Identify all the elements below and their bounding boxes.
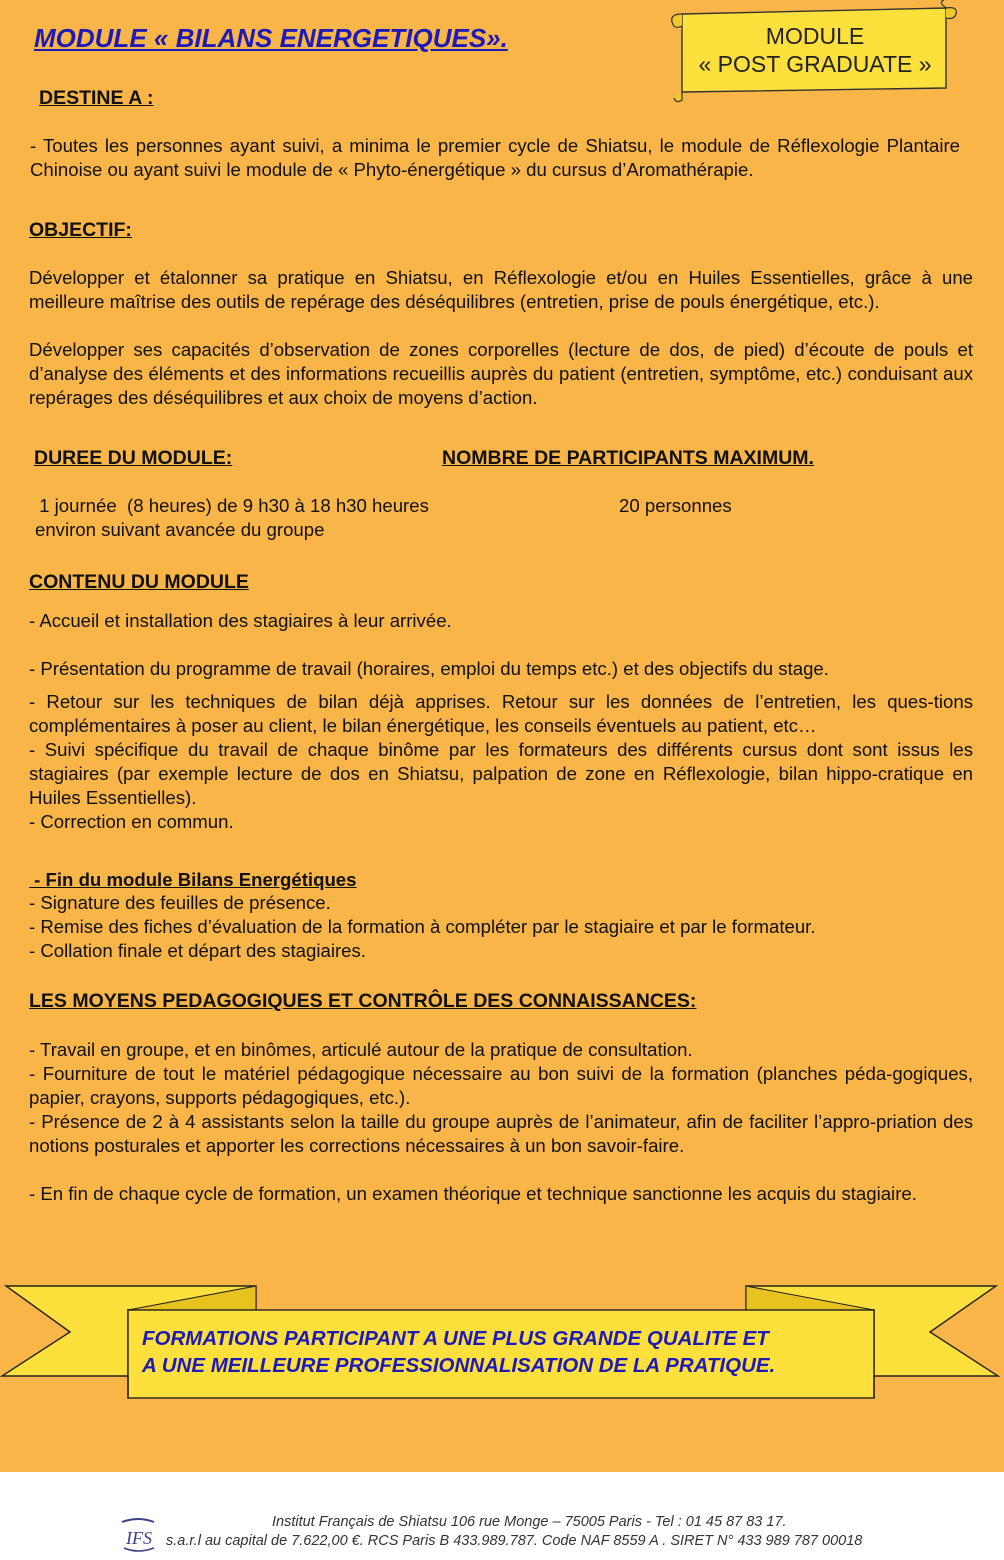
objectif-paragraph-2: Développer ses capacités d’observation de zones corporelles (lecture de dos, de pied) d’écoute de pouls et d’analyse des éléments et des informations recueillis auprès du patient (entretien, symptôme, etc.) conduisant aux repérages des déséquilibres et aux choix de moyens d’action. — [29, 339, 973, 408]
moyens-heading: LES MOYENS PEDAGOGIQUES ET CONTRÔLE DES CONNAISSANCES: — [29, 990, 697, 1012]
fin-item-1: - Signature des feuilles de présence. — [29, 892, 331, 913]
objectif-paragraph-1: Développer et étalonner sa pratique en Shiatsu, en Réflexologie et/ou en Huiles Essentielles, grâce à une meilleure maîtrise des outils de repérage des déséquilibres (entretien, prise de pouls énergétique, etc.). — [29, 267, 973, 312]
contenu-item-2: - Présentation du programme de travail (horaires, emploi du temps etc.) et des objectifs du stage. — [29, 658, 829, 679]
moyens-item-1: - Travail en groupe, et en binômes, articulé autour de la pratique de consultation. — [29, 1039, 693, 1060]
contenu-item-3: - Retour sur les techniques de bilan déjà apprises. Retour sur les données de l’entretien, les ques-tions complémentaires à poser au client, le bilan énergétique, les conseils éventuels au patient, etc… — [29, 691, 973, 736]
participants-value: 20 personnes — [619, 495, 732, 516]
footer-line-1: Institut Français de Shiatsu 106 rue Monge – 75005 Paris - Tel : 01 45 87 83 17. — [272, 1514, 787, 1530]
fin-heading: - Fin du module Bilans Energétiques — [29, 869, 357, 890]
objectif-heading: OBJECTIF: — [29, 219, 132, 241]
banner-line-2: A UNE MEILLEURE PROFESSIONNALISATION DE LA PRATIQUE. — [142, 1354, 776, 1377]
logo-text: IFS — [126, 1528, 152, 1548]
banner-text — [142, 1325, 882, 1379]
fin-item-2: - Remise des fiches d’évaluation de la formation à compléter par le stagiaire et par le formateur. — [29, 916, 816, 937]
moyens-item-3: - Présence de 2 à 4 assistants selon la taille du groupe auprès de l’animateur, afin de faciliter l’appro-priation des notions posturales et apporter les corrections nécessaires à un bon savoir-faire. — [29, 1111, 973, 1156]
destine-text: - Toutes les personnes ayant suivi, a minima le premier cycle de Shiatsu, le module de Réflexologie Plantaire Chinoise ou ayant suivi le module de « Phyto-énergétique » du cursus d’Aromathérapie. — [30, 135, 960, 180]
page-title: MODULE « BILANS ENERGETIQUES». — [34, 23, 508, 53]
contenu-item-4: - Suivi spécifique du travail de chaque binôme par les formateurs des différents cursus dont sont issus les stagiaires (par exemple lecture de dos en Shiatsu, palpation de zone en Réflexologie, bilan hippo-cratique en Huiles Essentielles). — [29, 739, 973, 808]
banner-line-1: FORMATIONS PARTICIPANT A UNE PLUS GRANDE QUALITE ET — [142, 1327, 769, 1350]
scroll-badge-text — [684, 22, 946, 78]
destine-heading: DESTINE A : — [39, 87, 154, 109]
duree-line-2: environ suivant avancée du groupe — [35, 519, 325, 540]
moyens-item-2: - Fourniture de tout le matériel pédagogique nécessaire au bon suivi de la formation (planches péda-gogiques, papier, crayons, supports pédagogiques, etc.). — [29, 1063, 973, 1108]
scroll-line-2: « POST GRADUATE » — [698, 51, 932, 77]
contenu-item-5: - Correction en commun. — [29, 811, 234, 832]
participants-heading: NOMBRE DE PARTICIPANTS MAXIMUM. — [442, 447, 814, 469]
contenu-item-1: - Accueil et installation des stagiaires à leur arrivée. — [29, 610, 452, 631]
footer-line-2: s.a.r.l au capital de 7.622,00 €. RCS Paris B 433.989.787. Code NAF 8559 A . SIRET N° 433 989 787 00018 — [166, 1533, 863, 1549]
duree-heading: DUREE DU MODULE: — [34, 447, 233, 469]
contenu-heading: CONTENU DU MODULE — [29, 571, 249, 593]
fin-item-3: - Collation finale et départ des stagiaires. — [29, 940, 366, 961]
scroll-line-1: MODULE — [765, 23, 865, 49]
ifs-logo-icon — [118, 1516, 160, 1554]
duree-line-1: 1 journée (8 heures) de 9 h30 à 18 h30 heures — [34, 495, 429, 516]
moyens-item-4: - En fin de chaque cycle de formation, un examen théorique et technique sanctionne les acquis du stagiaire. — [29, 1183, 917, 1204]
